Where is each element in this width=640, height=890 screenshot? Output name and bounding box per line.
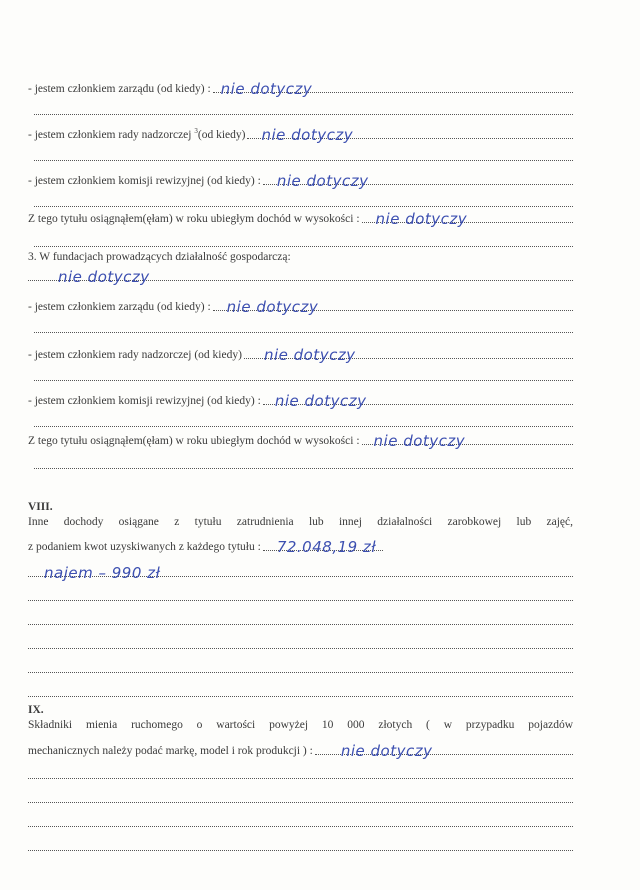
s2-income-answer: nie dotyczy xyxy=(375,210,468,228)
s3-supervisory-row xyxy=(28,344,573,362)
s3-board-label: - jestem członkiem zarządu (od kiedy) : xyxy=(28,301,211,313)
section-ix-heading: IX. xyxy=(28,704,44,716)
ix-answer: nie dotyczy xyxy=(340,742,433,760)
viii-blank-line-3 xyxy=(28,634,573,649)
s3-title: 3. W fundacjach prowadzących działalność gospodarczą: xyxy=(28,251,291,263)
viii-blank-line-1 xyxy=(28,586,573,601)
viii-blank-line-5 xyxy=(28,682,573,697)
s2-supervisory-label-post: (od kiedy) xyxy=(197,129,246,141)
viii-row-2 xyxy=(28,562,573,580)
s2-board-blank-line xyxy=(34,100,573,115)
s3-board-blank-line xyxy=(34,318,573,333)
s2-supervisory-row xyxy=(28,124,573,142)
viii-amount-answer: 72.048,19 zł xyxy=(276,538,377,556)
viii-blank-line-2 xyxy=(28,610,573,625)
s2-income-row xyxy=(28,208,573,226)
viii-amount-label: z podaniem kwot uzyskiwanych z każdego tytułu : xyxy=(28,541,261,553)
s3-audit-label: - jestem członkiem komisji rewizyjnej (od kiedy) : xyxy=(28,395,261,407)
s2-supervisory-answer: nie dotyczy xyxy=(261,126,354,144)
s2-audit-blank-line xyxy=(34,192,573,207)
s3-income-blank-line xyxy=(34,454,573,469)
s2-supervisory-blank-line xyxy=(34,146,573,161)
ix-blank-line-4 xyxy=(28,836,573,851)
s3-board-answer: nie dotyczy xyxy=(226,298,319,316)
section-viii-heading: VIII. xyxy=(28,501,53,513)
section-viii-text: Inne dochody osiągane z tytułu zatrudnienia lub innej działalności zarobkowej lub zajęć, xyxy=(28,516,573,528)
s3-income-answer: nie dotyczy xyxy=(373,432,466,450)
s3-supervisory-answer: nie dotyczy xyxy=(263,346,356,364)
s2-board-row xyxy=(28,78,573,96)
s3-audit-answer: nie dotyczy xyxy=(274,392,367,410)
s2-board-label: - jestem członkiem zarządu (od kiedy) : xyxy=(28,83,211,95)
s2-audit-answer: nie dotyczy xyxy=(276,172,369,190)
s2-board-answer: nie dotyczy xyxy=(220,80,313,98)
s3-income-label: Z tego tytułu osiągnąłem(ęłam) w roku ubiegłym dochód w wysokości : xyxy=(28,435,360,447)
section-ix-text: Składniki mienia ruchomego o wartości powyżej 10 000 złotych ( w przypadku pojazdów xyxy=(28,719,573,731)
viii-rent-answer: najem – 990 zł xyxy=(44,564,161,582)
s3-value-answer: nie dotyczy xyxy=(58,268,150,286)
viii-blank-line-4 xyxy=(28,658,573,673)
s2-audit-label: - jestem członkiem komisji rewizyjnej (od kiedy) : xyxy=(28,175,261,187)
ix-blank-line-3 xyxy=(28,812,573,827)
s3-audit-blank-line xyxy=(34,412,573,427)
viii-amount-row xyxy=(28,536,573,554)
s3-income-row xyxy=(28,430,573,448)
s3-value-row xyxy=(28,266,573,284)
s2-supervisory-label: - jestem członkiem rady nadzorczej xyxy=(28,129,192,141)
ix-answer-label: mechanicznych należy podać markę, model i rok produkcji ) : xyxy=(28,745,313,757)
s3-supervisory-label: - jestem członkiem rady nadzorczej (od kiedy) xyxy=(28,349,242,361)
s3-audit-row xyxy=(28,390,573,408)
s2-income-label: Z tego tytułu osiągnąłem(ęłam) w roku ubiegłym dochód w wysokości : xyxy=(28,213,360,225)
s3-board-row xyxy=(28,296,573,314)
s2-income-blank-line xyxy=(34,232,573,247)
s2-audit-row xyxy=(28,170,573,188)
ix-blank-line-1 xyxy=(28,764,573,779)
ix-answer-row xyxy=(28,740,573,758)
ix-blank-line-2 xyxy=(28,788,573,803)
footnote-marker: 3 xyxy=(194,127,198,135)
s3-supervisory-blank-line xyxy=(34,366,573,381)
